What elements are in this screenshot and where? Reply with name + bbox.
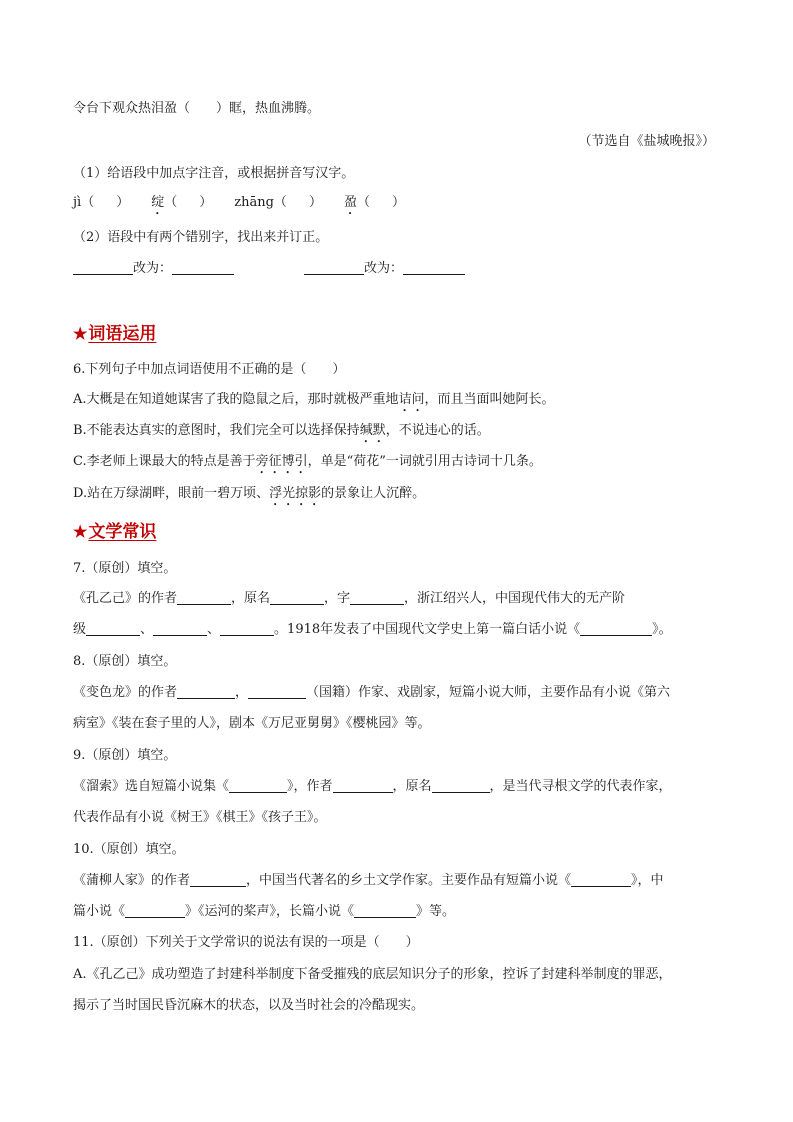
- question-11-option-a-line-1: A.《孔乙己》成功塑造了封建科举制度下备受摧残的底层知识分子的形象，控诉了封建科举制度的罪恶，: [73, 967, 672, 982]
- answer-blank[interactable]: [350, 590, 404, 605]
- dotted-word: 诘问: [398, 392, 425, 407]
- text: 篇小说《: [73, 904, 126, 919]
- pinyin-row: [73, 194, 405, 218]
- question-8-line-2: 病室》《装在套子里的人》，剧本《万尼亚舅舅》《樱桃园》等。: [73, 716, 431, 731]
- answer-blank[interactable]: [190, 872, 246, 887]
- question-9-line-1: [73, 778, 672, 796]
- answer-blank[interactable]: [153, 621, 207, 636]
- passage-last-line: 令台下观众热泪盈（ ）眶，热血沸腾。: [73, 101, 321, 116]
- correct-char-blank-2[interactable]: [403, 260, 465, 275]
- answer-blank[interactable]: [571, 872, 631, 887]
- pinyin-b-char: 绽: [151, 195, 165, 210]
- question-10-line-1: [73, 872, 664, 890]
- question-7-stem: 7.（原创）填空。: [73, 561, 177, 576]
- dotted-word: 浮光掠影: [269, 486, 322, 501]
- question-9-stem: 9.（原创）填空。: [73, 748, 177, 763]
- star-icon: ★: [73, 324, 88, 343]
- correct-char-blank-1[interactable]: [172, 260, 234, 275]
- section-heading-literature: [73, 521, 156, 543]
- question-5-1: （1）给语段中加点字注音，或根据拼音写汉字。: [73, 166, 355, 181]
- text: ，是当代寻根文学的代表作家，: [489, 779, 672, 794]
- answer-blank[interactable]: [229, 778, 287, 793]
- option-text: ，不说违心的话。: [385, 423, 490, 438]
- text: ，: [235, 685, 249, 700]
- text: 》《运河的桨声》，长篇小说《: [185, 904, 355, 919]
- option-text: 的景象让人沉醉。: [321, 486, 426, 501]
- question-8-stem: 8.（原创）填空。: [73, 654, 177, 669]
- section-title: 词语运用: [88, 324, 157, 344]
- text: ，原名: [392, 779, 432, 794]
- answer-blank[interactable]: [354, 903, 416, 918]
- pinyin-d-close: ）: [391, 195, 405, 210]
- text: 《蒲柳人家》的作者: [73, 873, 191, 888]
- question-6-option-a: [73, 391, 555, 415]
- dotted-word: 旁征博引: [255, 454, 308, 469]
- option-text: ，而且当面叫她阿长。: [424, 392, 555, 407]
- option-text: A.大概是在知道她谋害了我的隐鼠之后，那时就极严重地: [73, 392, 399, 407]
- text: 《孔乙己》的作者: [73, 591, 178, 606]
- star-icon: ★: [73, 522, 88, 541]
- passage-source: （节选自《盐城晚报》）: [578, 134, 715, 149]
- question-6-option-b: [73, 422, 490, 446]
- answer-blank[interactable]: [432, 778, 490, 793]
- answer-blank[interactable]: [125, 903, 185, 918]
- question-11-stem: 11.（原创）下列关于文学常识的说法有误的一项是（ ）: [73, 935, 419, 950]
- question-6-option-c: [73, 453, 542, 477]
- text: 》，中: [631, 873, 664, 888]
- pinyin-b-close: ）: [199, 195, 213, 210]
- option-text: C.李老师上课最大的特点是善于: [73, 454, 256, 469]
- text: 《变色龙》的作者: [73, 685, 178, 700]
- pinyin-c-close: ）: [308, 195, 322, 210]
- answer-blank[interactable]: [177, 684, 235, 699]
- text: 》等。: [416, 904, 456, 919]
- text: 、: [140, 622, 154, 637]
- answer-blank[interactable]: [177, 590, 231, 605]
- text: ，浙江绍兴人，中国现代伟大的无产阶: [404, 591, 626, 606]
- pinyin-b-label: （: [164, 195, 178, 210]
- question-6-option-d: [73, 485, 425, 509]
- text: 、: [207, 622, 221, 637]
- question-6-stem: 6.下列句子中加点词语使用不正确的是（ ）: [73, 362, 346, 377]
- section-title: 文学常识: [88, 522, 157, 542]
- text: ，字: [324, 591, 351, 606]
- text: 》。: [652, 622, 672, 637]
- change-to-label-2: 改为：: [364, 261, 404, 276]
- answer-blank[interactable]: [220, 621, 274, 636]
- question-10-stem: 10.（原创）填空。: [73, 842, 185, 857]
- wrong-char-blank-1[interactable]: [73, 260, 133, 275]
- pinyin-a-label: jì（: [73, 195, 95, 210]
- question-8-line-1: [73, 684, 670, 702]
- option-text: D.站在万绿湖畔，眼前一碧万顷、: [73, 486, 270, 501]
- text: 级: [73, 622, 87, 637]
- answer-blank[interactable]: [270, 590, 324, 605]
- text: 。1918年发表了中国现代文学史上第一篇白话小说《: [274, 622, 581, 637]
- question-9-line-2: 代表作品有小说《树王》《棋王》《孩子王》。: [73, 810, 327, 825]
- change-to-label-1: 改为：: [133, 261, 173, 276]
- question-11-option-a-line-2: 揭示了当时国民昏沉麻木的状态，以及当时社会的冷酷现实。: [73, 998, 425, 1013]
- text: ，中国当代著名的乡土文学作家。主要作品有短篇小说《: [246, 873, 572, 888]
- question-7-line-2: [73, 621, 672, 639]
- question-7-line-1: [73, 590, 625, 608]
- text: ，原名: [231, 591, 271, 606]
- pinyin-a-close: ）: [116, 195, 130, 210]
- answer-blank[interactable]: [86, 621, 140, 636]
- answer-blank[interactable]: [248, 684, 306, 699]
- pinyin-c-label: zhāng（: [234, 195, 287, 210]
- section-heading-word-usage: [73, 323, 156, 345]
- dotted-word: 缄默: [359, 423, 386, 438]
- question-5-2: （2）语段中有两个错别字，找出来并订正。: [73, 230, 329, 245]
- option-text: B.不能表达真实的意图时，我们完全可以选择保持: [73, 423, 360, 438]
- option-text: ，单是“荷花”一词就引用古诗词十几条。: [307, 454, 542, 469]
- question-10-line-2: [73, 903, 455, 921]
- answer-blank[interactable]: [580, 621, 652, 636]
- text: （国籍）作家、戏剧家，短篇小说大师，主要作品有小说《第六: [306, 685, 671, 700]
- text: 《溜索》选自短篇小说集《: [73, 779, 230, 794]
- text: 》，作者: [287, 779, 333, 794]
- pinyin-d-label: （: [356, 195, 370, 210]
- answer-blank[interactable]: [333, 778, 393, 793]
- pinyin-d-char: 盈: [343, 195, 357, 210]
- correction-row: [73, 260, 465, 278]
- wrong-char-blank-2[interactable]: [304, 260, 364, 275]
